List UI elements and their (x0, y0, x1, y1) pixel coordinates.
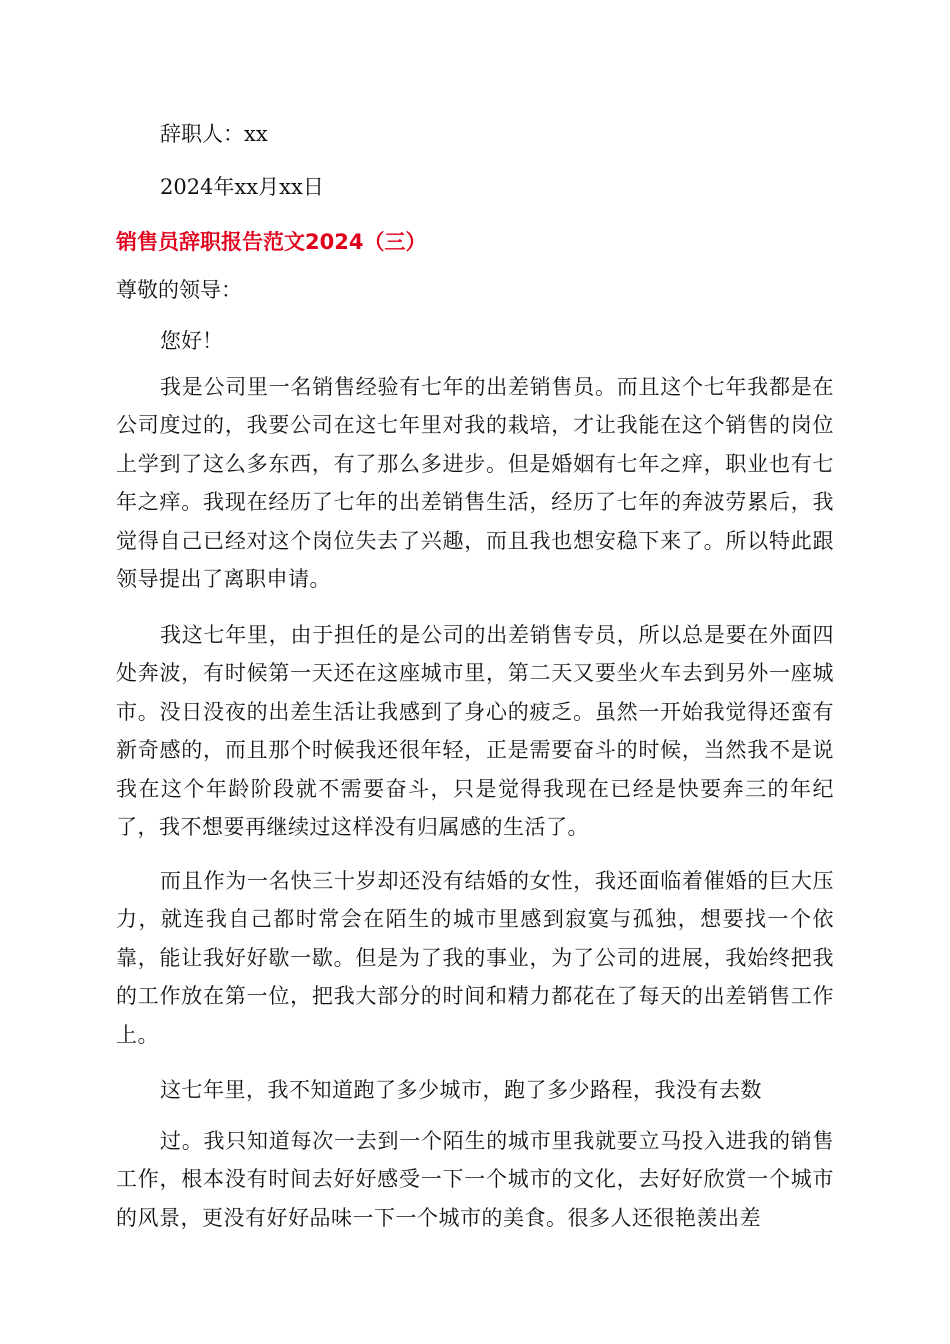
resigner-line: 辞职人：xx (160, 122, 268, 146)
paragraph-4: 这七年里，我不知道跑了多少城市，跑了多少路程，我没有去数 (160, 1078, 762, 1102)
greeting: 您好！ (160, 329, 223, 353)
salutation: 尊敬的领导： (116, 278, 242, 302)
paragraph-1: 我是公司里一名销售经验有七年的出差销售员。而且这个七年我都是在公司度过的，我要公司在这七年里对我的栽培，才让我能在这个销售的岗位上学到了这么多东西，有了那么多进步。但是婚姻有七年之痒，职业也有七年之痒。我现在经历了七年的出差销售生活，经历了七年的奔波劳累后，我觉得自己已经对这个岗位失去了兴趣，而且我也想安稳下来了。所以特此跟领导提出了离职申请。 (116, 375, 834, 592)
paragraph-3: 而且作为一名快三十岁却还没有结婚的女性，我还面临着催婚的巨大压力，就连我自己都时常会在陌生的城市里感到寂寞与孤独，想要找一个依靠，能让我好好歇一歇。但是为了我的事业，为了公司的进展，我始终把我的工作放在第一位，把我大部分的时间和精力都花在了每天的出差销售工作上。 (116, 869, 834, 1047)
date-line: 2024年xx月xx日 (160, 175, 324, 199)
paragraph-5: 过。我只知道每次一去到一个陌生的城市里我就要立马投入进我的销售工作，根本没有时间去好好感受一下一个城市的文化，去好好欣赏一个城市的风景，更没有好好品味一下一个城市的美食。很多人还很艳羡出差 (116, 1129, 834, 1230)
section-heading: 销售员辞职报告范文2024（三） (116, 230, 427, 254)
paragraph-2: 我这七年里，由于担任的是公司的出差销售专员，所以总是要在外面四处奔波，有时候第一天还在这座城市里，第二天又要坐火车去到另外一座城市。没日没夜的出差生活让我感到了身心的疲乏。虽然一开始我觉得还蛮有新奇感的，而且那个时候我还很年轻，正是需要奋斗的时候，当然我不是说我在这个年龄阶段就不需要奋斗，只是觉得我现在已经是快要奔三的年纪了，我不想要再继续过这样没有归属感的生活了。 (116, 623, 834, 840)
